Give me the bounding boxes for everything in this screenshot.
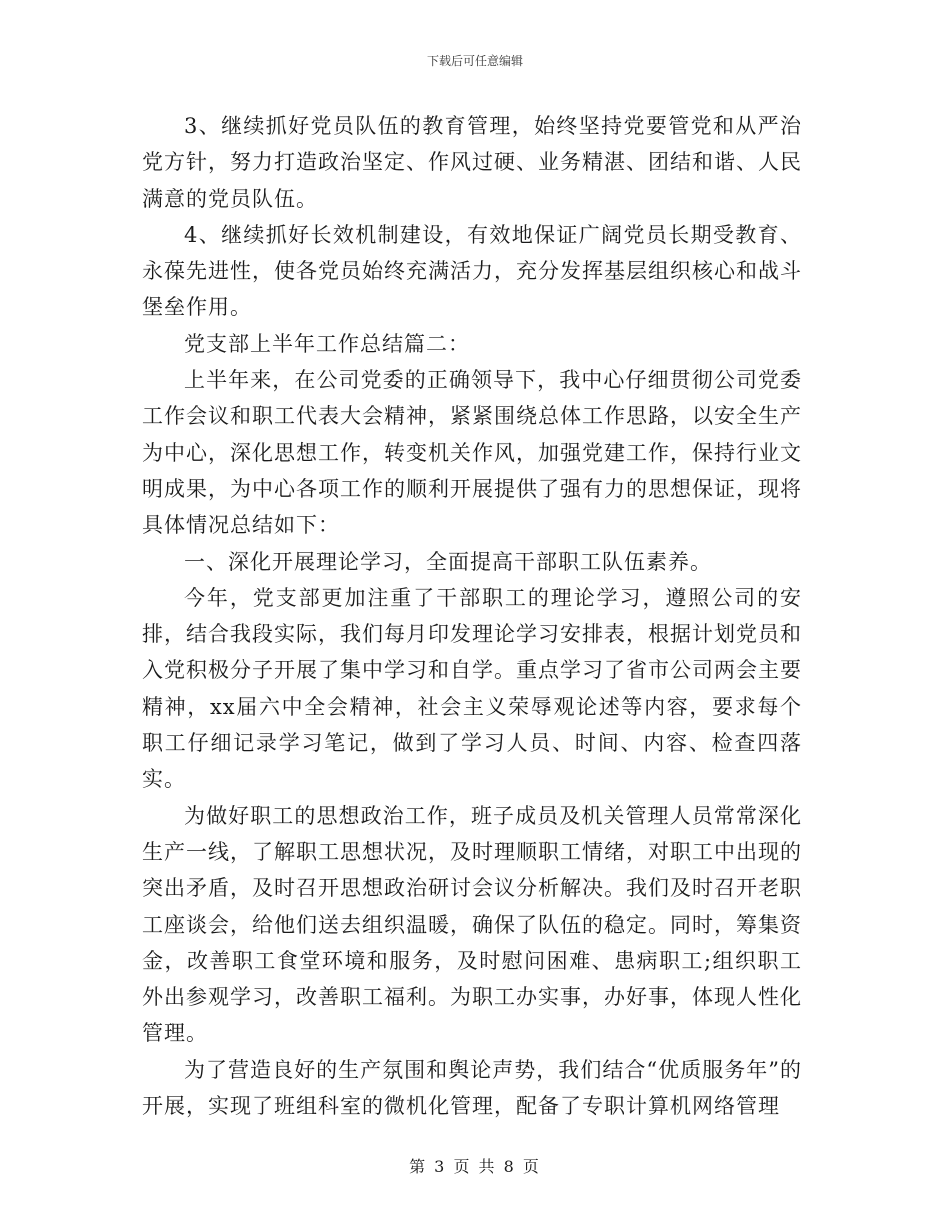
- section-heading-part-two: 党支部上半年工作总结篇二：: [184, 331, 470, 356]
- page-number: 第 3 页 共 8 页: [409, 1157, 541, 1176]
- paragraph-theory-study: 今年，党支部更加注重了干部职工的理论学习，遵照公司的安排，结合我段实际，我们每月印发理论学习安排表，根据计划党员和入党积极分子开展了集中学习和自学。重点学习了省市公司两会主要精神，xx届六中全会精神，社会主义荣辱观论述等内容，要求每个职工仔细记录学习笔记，做到了学习人员、时间、内容、检查四落实。: [142, 585, 802, 792]
- page-header-note: 下载后可任意编辑: [426, 54, 523, 68]
- section-heading-1: 一、深化开展理论学习，全面提高干部职工队伍素养。: [184, 549, 712, 574]
- paragraph-intro: 上半年来，在公司党委的正确领导下，我中心仔细贯彻公司党委工作会议和职工代表大会精神，紧紧围绕总体工作思路，以安全生产为中心，深化思想工作，转变机关作风，加强党建工作，保持行业文明成果，为中心各项工作的顺利开展提供了强有力的思想保证，现将具体情况总结如下：: [142, 368, 802, 538]
- document-body: [142, 108, 802, 1124]
- paragraph-ideological-work: 为做好职工的思想政治工作，班子成员及机关管理人员常常深化生产一线，了解职工思想状况，及时理顺职工情绪，对职工中出现的突出矛盾，及时召开思想政治研讨会议分析解决。我们及时召开老职工座谈会，给他们送去组织温暖，确保了队伍的稳定。同时，筹集资金，改善职工食堂环境和服务，及时慰问困难、患病职工;组织职工外出参观学习，改善职工福利。为职工办实事，办好事，体现人性化管理。: [142, 803, 802, 1046]
- paragraph-atmosphere: 为了营造良好的生产氛围和舆论声势，我们结合“优质服务年”的开展，实现了班组科室的微机化管理，配备了专职计算机网络管理: [142, 1057, 802, 1119]
- paragraph-item-3: 3、继续抓好党员队伍的教育管理，始终坚持党要管党和从严治党方针，努力打造政治坚定、作风过硬、业务精湛、团结和谐、人民满意的党员队伍。: [142, 114, 802, 211]
- paragraph-item-4: 4、继续抓好长效机制建设，有效地保证广阔党员长期受教育、永葆先进性，使各党员始终充满活力，充分发挥基层组织核心和战斗堡垒作用。: [142, 222, 802, 320]
